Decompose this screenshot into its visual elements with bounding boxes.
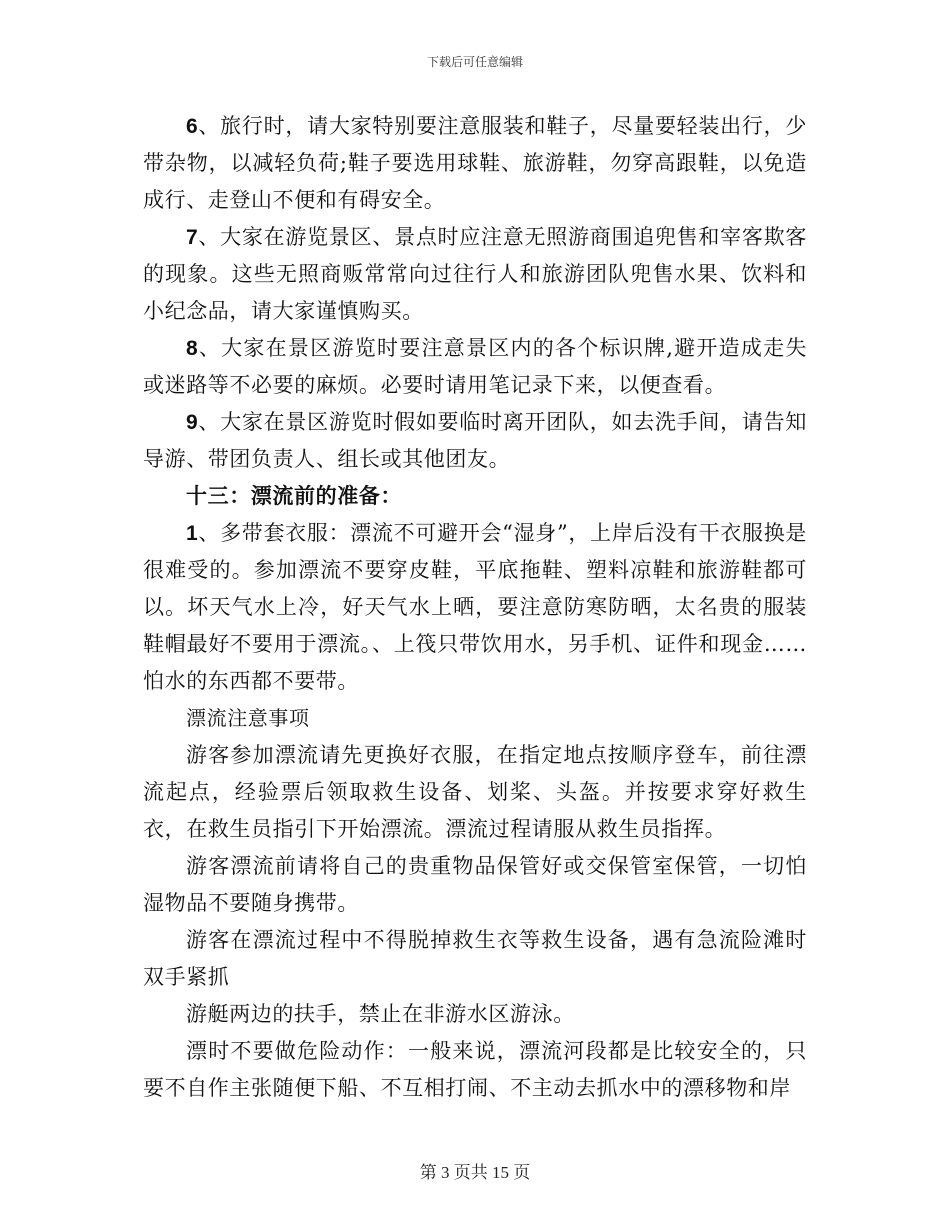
paragraph-7: [143, 219, 807, 330]
item-number: 8: [186, 337, 199, 360]
item-number: 6: [186, 115, 199, 138]
paragraph-text: 、大家在游览景区、景点时应注意无照游商围追兜售和宰客欺客的现象。这些无照商贩常常向过往行人和旅游团队兜售水果、饮料和小纪念品，请大家谨慎购买。: [143, 225, 807, 323]
body-paragraph: 漂时不要做危险动作：一般来说，漂流河段都是比较安全的，只要不自作主张随便下船、不互相打闹、不主动去抓水中的漂移物和岸: [143, 1039, 807, 1100]
item-number: 7: [186, 226, 199, 249]
paragraph-text: 、大家在景区游览时要注意景区内的各个标识牌,避开造成走失或迷路等不必要的麻烦。必要时请用笔记录下来，以便查看。: [143, 336, 807, 397]
item-number: 9: [186, 411, 199, 434]
section-heading: 十三：漂流前的准备：: [186, 484, 402, 508]
paragraph-9: [143, 404, 807, 478]
paragraph-text: 、大家在景区游览时假如要临时离开团队，如去洗手间，请告知导游、带团负责人、组长或其他团友。: [143, 410, 807, 471]
page-footer: 第 3 页共 15 页: [419, 1163, 531, 1182]
body-paragraph: 游客漂流前请将自己的贵重物品保管好或交保管室保管，一切怕湿物品不要随身携带。: [143, 854, 807, 915]
item-number: 1: [186, 522, 199, 545]
paragraph-text: 、多带套衣服：漂流不可避开会“湿身”，上岸后没有干衣服换是很难受的。参加漂流不要穿皮鞋，平底拖鞋、塑料凉鞋和旅游鞋都可以。坏天气水上冷，好天气水上晒，要注意防寒防晒，太名贵的服装鞋帽最好不要用于漂流。、上筏只带饮用水，另手机、证件和现金……怕水的东西都不要带。: [143, 521, 807, 693]
paragraph-text: 、旅行时，请大家特别要注意服装和鞋子，尽量要轻装出行，少带杂物，以减轻负荷;鞋子要选用球鞋、旅游鞋，勿穿高跟鞋，以免造成行、走登山不便和有碍安全。: [143, 114, 807, 212]
paragraph-6: [143, 108, 807, 219]
body-paragraph: 游客在漂流过程中不得脱掉救生衣等救生设备，遇有急流险滩时双手紧抓: [143, 928, 807, 989]
page-header: 下载后可任意编辑: [426, 55, 523, 69]
document-body: [143, 108, 807, 1107]
body-paragraph: 游艇两边的扶手，禁止在非游水区游泳。: [186, 1002, 575, 1026]
paragraph-8: [143, 330, 807, 404]
subheading: 漂流注意事项: [186, 706, 310, 730]
paragraph-item-1: [143, 515, 807, 700]
body-paragraph: 游客参加漂流请先更换好衣服，在指定地点按顺序登车，前往漂流起点，经验票后领取救生设备、划桨、头盔。并按要求穿好救生衣，在救生员指引下开始漂流。漂流过程请服从救生员指挥。: [143, 743, 807, 841]
